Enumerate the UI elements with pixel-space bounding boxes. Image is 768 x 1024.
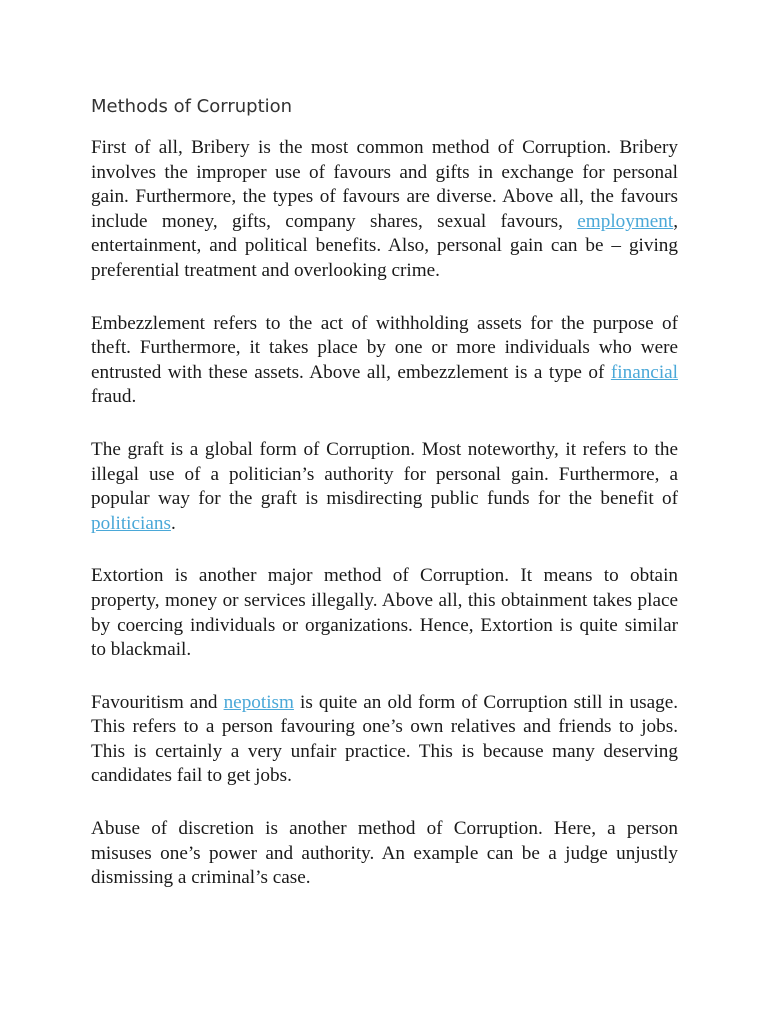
paragraph-embezzlement: [91, 312, 678, 410]
link-financial[interactable]: financial: [610, 361, 678, 383]
paragraph-bribery: [91, 136, 678, 284]
paragraph-abuse-of-discretion: Abuse of discretion is another method of Corruption. Here, a person misuses one’s power and authority. An example can be a judge unjustly dismissing a criminal’s case.: [91, 818, 678, 889]
paragraph-favouritism: [91, 691, 678, 789]
paragraph-graft: [91, 438, 678, 536]
link-politicians[interactable]: politicians: [91, 512, 171, 534]
link-employment[interactable]: employment: [577, 210, 674, 232]
document-page: [91, 94, 678, 919]
paragraph-text: Favouritism and: [91, 691, 224, 713]
paragraph-text: The graft is a global form of Corruption. Most noteworthy, it refers to the illegal use of a politician’s authority for personal gain. Furthermore, a popular way for the graft is misdirecting public funds for the benefit of: [91, 438, 678, 510]
paragraph-text: is quite an old form of Corruption still in usage. This refers to a person favouring one’s own relatives and friends to jobs. This is certainly a very unfair practice. This is because many deserving candidates fail to get jobs.: [91, 691, 679, 787]
page-title: Methods of Corruption: [91, 96, 293, 117]
paragraph-text: fraud.: [91, 386, 137, 408]
paragraph-text: Embezzlement refers to the act of withholding assets for the purpose of theft. Furthermore, it takes place by one or more individuals who were entrusted with these assets. Above all, embezzlement is a type of: [91, 312, 678, 383]
paragraph-text: .: [170, 512, 176, 534]
paragraph-text: First of all, Bribery is the most common method of Corruption. Bribery involves the improper use of favours and gifts in exchange for personal gain. Furthermore, the types of favours are diverse. Above all, the favours include money, gifts, company shares, sexual favours,: [91, 137, 678, 232]
link-nepotism[interactable]: nepotism: [223, 691, 294, 713]
paragraph-extortion: Extortion is another major method of Corruption. It means to obtain property, money or services illegally. Above all, this obtainment takes place by coercing individuals or organizations. Hence, Extortion is quite similar to blackmail.: [91, 565, 678, 661]
paragraph-text: , entertainment, and political benefits. Also, personal gain can be – giving preferential treatment and overlooking crime.: [91, 210, 678, 281]
